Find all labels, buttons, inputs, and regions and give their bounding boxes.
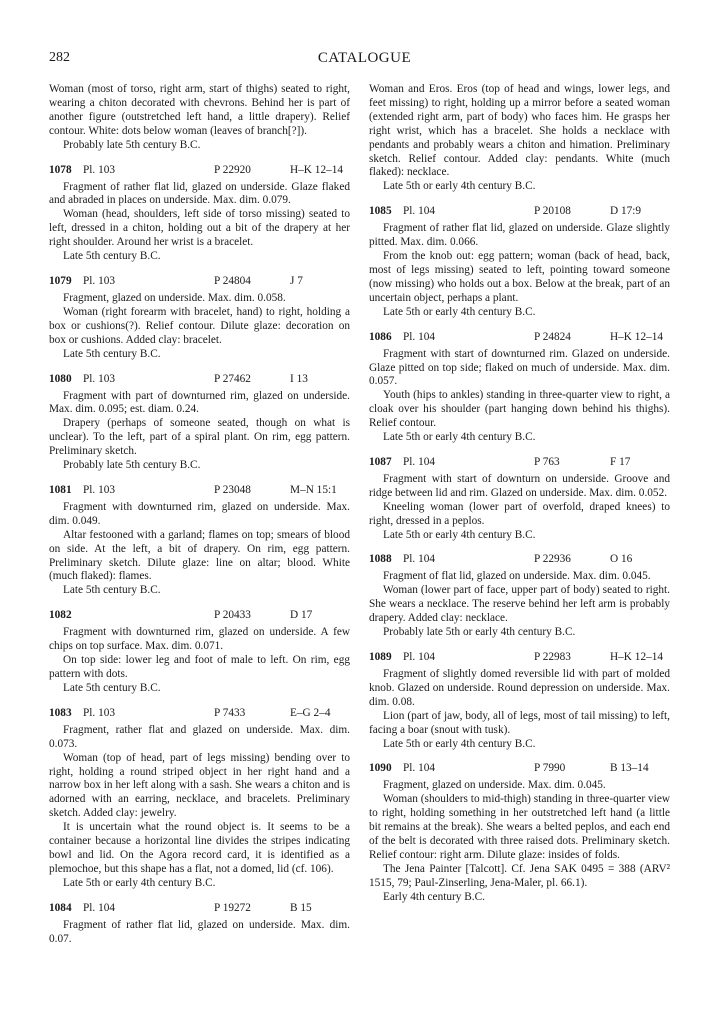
grid-location: H–K 12–14 <box>610 651 664 663</box>
catalogue-entry <box>49 609 350 696</box>
inventory-number: P 19272 <box>214 901 251 914</box>
entry-paragraph: Drapery (perhaps of someone seated, though on what is unclear). To the left, part of a spiral plant. On rim, egg pattern. Preliminary sketch. <box>49 417 350 458</box>
entry-header <box>369 553 670 568</box>
inventory-number: P 24824 <box>534 330 571 343</box>
entry-number: 1090 <box>369 762 392 775</box>
entry-paragraph: Late 5th or early 4th century B.C. <box>383 737 536 750</box>
grid-location: D 17 <box>290 609 313 622</box>
inventory-number: P 22983 <box>534 651 571 663</box>
entry-header <box>369 456 670 471</box>
inventory-number: P 763 <box>534 455 560 468</box>
catalogue-entry <box>369 762 670 904</box>
entry-paragraph: Late 5th century B.C. <box>63 250 161 263</box>
grid-location: F 17 <box>610 455 631 468</box>
entry-number: 1078 <box>49 163 72 176</box>
entry-paragraph: Woman (right forearm with bracelet, hand) to right, holding a box or cushions(?). Relief contour. Dilute glaze: decoration on box or cushions. Added clay: bracelet. <box>49 305 350 346</box>
entry-paragraph: Late 5th or early 4th century B.C. <box>383 528 536 541</box>
catalogue-entry <box>369 331 670 445</box>
entry-paragraph: Fragment with part of downturned rim, glazed on underside. Max. dim. 0.095; est. diam. 0.24. <box>49 389 350 416</box>
entry-paragraph: Woman (top of head, part of legs missing) bending over to right, holding a round striped object in her right hand and a narrow box in her left along with a sash. She wears a chiton and is adorned with an earring, necklace, and bracelets. Preliminary sketch. Added clay: jewelry. <box>49 751 350 820</box>
catalogue-entry <box>369 553 670 640</box>
catalogue-entry <box>369 651 670 751</box>
entry-paragraph: It is uncertain what the round object is. It seems to be a container because a horizontal line divides the stripes indicating bowl and lid. On the Agora record card, it is identified as a plemochoe, but this shape has a flat, not a domed, lid (cf. 106). <box>49 821 350 875</box>
entry-paragraph: Fragment with start of downturn on underside. Groove and ridge between lid and rim. Glazed on underside. Max. dim. 0.052. <box>369 472 670 499</box>
entry-number: 1083 <box>49 706 72 719</box>
grid-location: B 13–14 <box>610 762 649 775</box>
entry-paragraph: Fragment of rather flat lid, glazed on underside. Glaze flaked and abraded in places on underside. Max. dim. 0.079. <box>49 180 350 207</box>
entry-header <box>49 707 350 722</box>
inventory-number: P 27462 <box>214 372 251 385</box>
entry-paragraph: Youth (hips to ankles) standing in three-quarter view to right, a cloak over his shoulder (part hanging down behind his thighs). Relief contour. <box>369 389 670 430</box>
entry-number: 1082 <box>49 609 72 622</box>
entry-paragraph: Woman and Eros. Eros (top of head and wings, lower legs, and feet missing) to right, holding up a mirror before a seated woman (extended right arm, part of body) who faces him. He grasps her right wrist, which has a bracelet. She holds a necklace with pendants and probably wears a chiton and himation. Preliminary sketch. Relief contour. Added clay: pendants. White (much flaked): necklace. <box>369 83 670 179</box>
inventory-number: P 20433 <box>214 609 251 622</box>
left-column <box>49 83 350 947</box>
plate-ref: Pl. 104 <box>403 330 436 343</box>
plate-ref: Pl. 103 <box>83 163 116 176</box>
catalogue-entry <box>369 456 670 543</box>
entry-paragraph: The Jena Painter [Talcott]. Cf. Jena SAK 0495 = 388 (ARV² 1515, 79; Paul-Zinserling, Jena-Maler, pl. 66.1). <box>369 862 670 889</box>
plate-ref: Pl. 104 <box>403 553 436 566</box>
grid-location: H–K 12–14 <box>610 330 664 343</box>
entry-paragraph: Late 5th century B.C. <box>63 584 161 597</box>
entry-paragraph: Fragment, glazed on underside. Max. dim. 0.045. <box>383 779 606 792</box>
entry-paragraph: Late 5th or early 4th century B.C. <box>383 431 536 444</box>
catalogue-entry <box>369 205 670 319</box>
entry-paragraph: Kneeling woman (lower part of overfold, draped knees) to right, dressed in a peplos. <box>369 500 670 527</box>
grid-location: O 16 <box>610 553 633 566</box>
grid-location: E–G 2–4 <box>290 706 331 719</box>
entry-paragraph: Fragment of rather flat lid, glazed on underside. Glaze slightly pitted. Max. dim. 0.066. <box>369 222 670 249</box>
entry-header <box>49 275 350 290</box>
plate-ref: Pl. 103 <box>83 372 116 385</box>
plate-ref: Pl. 103 <box>83 706 116 719</box>
grid-location: B 15 <box>290 901 312 914</box>
entry-paragraph: Early 4th century B.C. <box>383 890 485 903</box>
grid-location: I 13 <box>290 372 308 385</box>
entry-paragraph: Fragment with downturned rim, glazed on underside. A few chips on top surface. Max. dim. 0.071. <box>49 626 350 653</box>
entry-paragraph: Fragment of flat lid, glazed on underside. Max. dim. 0.045. <box>383 570 651 583</box>
entry-paragraph: Late 5th or early 4th century B.C. <box>383 180 536 193</box>
entry-paragraph: Fragment, glazed on underside. Max. dim. 0.058. <box>63 291 286 304</box>
entry-paragraph: Late 5th or early 4th century B.C. <box>383 305 536 318</box>
plate-ref: Pl. 104 <box>83 901 116 914</box>
entry-paragraph: On top side: lower leg and foot of male to left. On rim, egg pattern with dots. <box>49 654 350 680</box>
plate-ref: Pl. 104 <box>403 651 436 663</box>
running-title: CATALOGUE <box>317 50 412 66</box>
entry-number: 1089 <box>369 651 392 663</box>
plate-ref: Pl. 104 <box>403 205 436 218</box>
entry-header <box>49 609 350 624</box>
entry-paragraph: Woman (most of torso, right arm, start of thighs) seated to right, wearing a chiton decorated with chevrons. Behind her is part of another figure (outstretched left hand, a little drapery). Relief contour. White: dots below woman (leaves of branch[?]). <box>49 83 350 137</box>
plate-ref: Pl. 104 <box>403 455 436 468</box>
entry-number: 1080 <box>49 372 72 385</box>
inventory-number: P 7433 <box>214 706 246 719</box>
plate-ref: Pl. 103 <box>83 274 116 287</box>
entry-number: 1084 <box>49 901 72 914</box>
inventory-number: P 20108 <box>534 205 571 218</box>
catalogue-entry <box>49 484 350 598</box>
entry-header <box>369 205 670 220</box>
entry-paragraph: Late 5th century B.C. <box>63 347 161 360</box>
entry-number: 1085 <box>369 205 392 218</box>
right-column <box>369 83 670 905</box>
grid-location: D 17:9 <box>610 205 642 218</box>
grid-location: J 7 <box>290 274 303 287</box>
entry-paragraph: Probably late 5th century B.C. <box>63 138 201 151</box>
inventory-number: P 7990 <box>534 762 566 775</box>
plate-ref: Pl. 104 <box>403 762 436 775</box>
entry-paragraph: Fragment of rather flat lid, glazed on underside. Max. dim. 0.07. <box>49 918 350 945</box>
grid-location: M–N 15:1 <box>290 483 337 496</box>
page-header <box>49 50 680 72</box>
entry-paragraph: Fragment of slightly domed reversible lid with part of molded knob. Glazed on underside. Round depression on underside. Max. dim. 0.08. <box>369 668 670 708</box>
catalogue-entry <box>49 902 350 947</box>
catalogue-entry <box>49 275 350 362</box>
entry-header <box>369 762 670 777</box>
catalogue-entry <box>49 707 350 891</box>
entry-paragraph: Late 5th or early 4th century B.C. <box>63 876 216 889</box>
entry-paragraph: Woman (shoulders to mid-thigh) standing in three-quarter view to right, holding something in her outstretched left hand (a little bit remains at the break). She wears a belted peplos, and each end of the belt is decorated with three raised dots. Preliminary sketch. Relief contour: right arm. Dilute glaze: insides of folds. <box>369 793 670 861</box>
plate-ref: Pl. 103 <box>83 483 116 496</box>
entry-paragraph: Woman (lower part of face, upper part of body) seated to right. She wears a necklace. The reserve behind her left arm is probably drapery. Added clay: necklace. <box>369 584 670 625</box>
inventory-number: P 24804 <box>214 274 251 287</box>
entry-header <box>49 484 350 499</box>
grid-location: H–K 12–14 <box>290 163 344 176</box>
page-number: 282 <box>49 50 70 65</box>
entry-paragraph: Late 5th century B.C. <box>63 681 161 694</box>
entry-paragraph: Fragment with downturned rim, glazed on underside. Max. dim. 0.049. <box>49 500 350 527</box>
entry-number: 1086 <box>369 330 392 343</box>
continuation-text <box>49 83 350 153</box>
entry-paragraph: From the knob out: egg pattern; woman (back of head, back, most of legs missing) seated to left, pointing toward someone (now missing) who holds out a box. Below at the break, part of an uncertain object, perhaps a plant. <box>369 250 670 304</box>
entry-header <box>49 164 350 179</box>
catalogue-entry <box>49 373 350 473</box>
inventory-number: P 22920 <box>214 163 251 176</box>
continuation-text <box>369 83 670 194</box>
entry-paragraph: Probably late 5th or early 4th century B.C. <box>383 626 576 639</box>
inventory-number: P 22936 <box>534 553 571 566</box>
entry-header <box>369 331 670 346</box>
entry-paragraph: Woman (head, shoulders, left side of torso missing) seated to left, dressed in a chiton, holding out a bit of the drapery at her right shoulder. Around her wrist is a bracelet. <box>49 208 350 249</box>
entry-number: 1081 <box>49 483 72 496</box>
entry-paragraph: Fragment, rather flat and glazed on underside. Max. dim. 0.073. <box>49 723 350 750</box>
entry-paragraph: Fragment with start of downturned rim. Glazed on underside. Glaze pitted on top side; flaked on much of underside. Max. dim. 0.057. <box>369 347 670 388</box>
entry-paragraph: Lion (part of jaw, body, all of legs, most of tail missing) to left, facing a boar (snout with tusk). <box>369 709 670 736</box>
entry-header <box>369 651 670 666</box>
entry-paragraph: Altar festooned with a garland; flames on top; smears of blood on side. At the left, a bit of drapery. On rim, egg pattern. Preliminary sketch. Dilute glaze: line on altar; blood. White (much flaked): flames. <box>49 528 350 583</box>
entry-header <box>49 902 350 917</box>
entry-number: 1087 <box>369 455 392 468</box>
entry-paragraph: Probably late 5th century B.C. <box>63 459 201 472</box>
entry-number: 1088 <box>369 553 392 566</box>
entry-number: 1079 <box>49 274 72 287</box>
entry-header <box>49 373 350 388</box>
catalogue-entry <box>49 164 350 264</box>
inventory-number: P 23048 <box>214 483 251 496</box>
